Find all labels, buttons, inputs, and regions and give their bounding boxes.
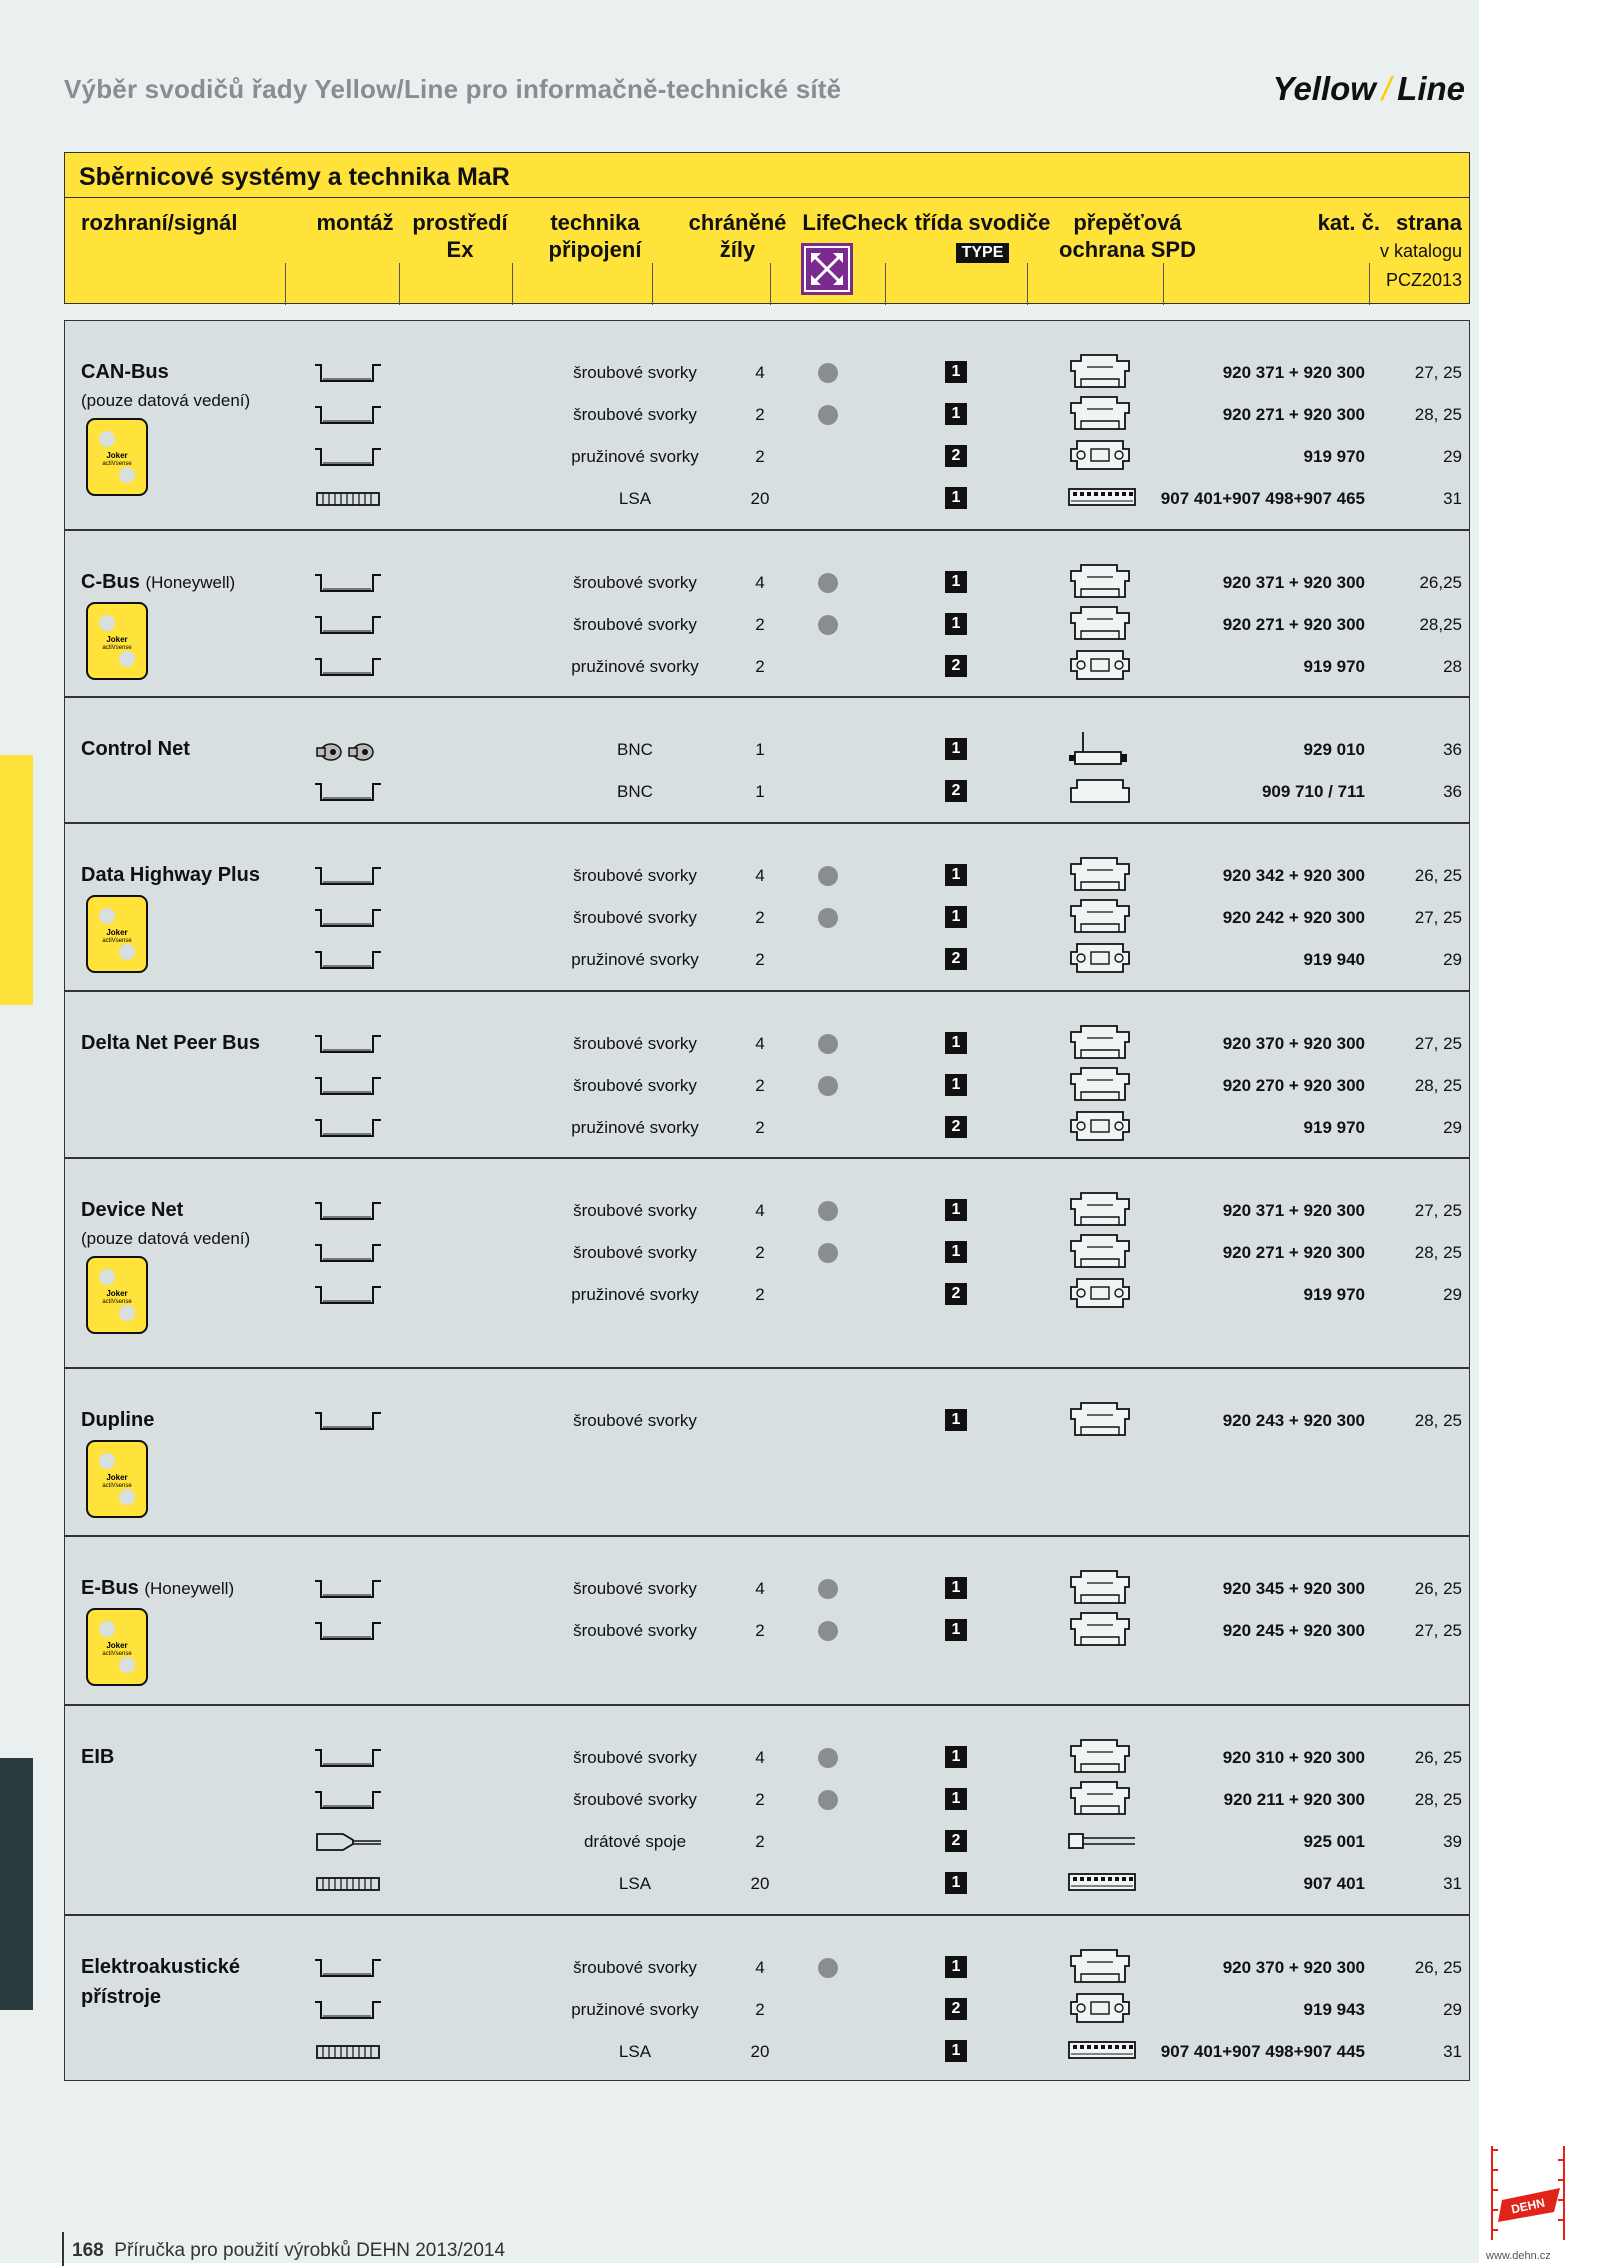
connection-type: šroubové svorky [573,1748,697,1767]
connection-type: šroubové svorky [573,908,697,927]
protected-wires: 2 [755,1076,765,1095]
catalog-number: 920 271 + 920 300 [1222,1243,1365,1262]
catalog-page: 31 [1443,2042,1462,2061]
joker-icon [85,1607,149,1687]
lifecheck-dot-icon [818,1748,838,1768]
catalog-page: 27, 25 [1414,1201,1462,1220]
connection-type: pružinové svorky [571,950,699,969]
group-subtitle: přístroje [81,1986,162,2008]
spd-class-badge: 1 [945,1788,967,1810]
lifecheck-dot-icon [818,1579,838,1599]
catalog-page: 28, 25 [1414,405,1462,424]
group-subtitle: (pouze datová vedení) [81,391,251,410]
svg-text:Joker: Joker [106,1641,128,1650]
catalog-number: 920 371 + 920 300 [1222,363,1365,382]
protected-wires: 4 [755,1579,765,1598]
right-margin [1479,0,1600,2263]
header-divider [65,197,1469,198]
mounting-rail-icon [313,361,383,385]
protected-wires: 2 [755,447,765,466]
connection-type: BNC [617,740,653,759]
spd-class-badge: 1 [945,1872,967,1894]
mounting-rail-icon [313,948,383,972]
catalog-page: 29 [1443,2000,1462,2019]
group-subtitle: (pouze datová vedení) [81,1229,251,1248]
protected-wires: 4 [755,363,765,382]
header-col-divider [285,263,286,305]
col-catalog-page: strana v katalogu PCZ2013 [1379,210,1462,290]
group-name: Elektroakustické [81,1956,240,1978]
catalog-number: 919 970 [1303,447,1365,466]
lifecheck-dot-icon [818,573,838,593]
catalog-number: 907 401+907 498+907 445 [1160,2042,1365,2061]
product-group [64,1158,1470,1368]
lifecheck-dot-icon [818,1621,838,1641]
connection-type: šroubové svorky [573,615,697,634]
svg-text:Joker: Joker [106,635,128,644]
protected-wires: 1 [755,740,765,759]
catalog-page: 28, 25 [1414,1076,1462,1095]
joker-icon [85,894,149,974]
connection-type: šroubové svorky [573,405,697,424]
lifecheck-dot-icon [818,615,838,635]
protected-wires: 2 [755,1621,765,1640]
footer-rule [62,2232,64,2266]
catalog-page: 29 [1443,1118,1462,1137]
spd-class-badge: 1 [945,1746,967,1768]
lifecheck-dot-icon [818,1201,838,1221]
catalog-number: 920 270 + 920 300 [1222,1076,1365,1095]
spd-class-badge: 1 [945,403,967,425]
svg-text:Joker: Joker [106,1289,128,1298]
catalog-number: 919 970 [1303,1118,1365,1137]
mounting-wire-icon [313,1830,383,1854]
catalog-number: 920 345 + 920 300 [1222,1579,1365,1598]
mounting-rail-icon [313,1116,383,1140]
group-name: Data Highway Plus [81,864,260,886]
catalog-page: 29 [1443,950,1462,969]
spd-class-badge: 1 [945,738,967,760]
connection-type: šroubové svorky [573,866,697,885]
catalog-number: 907 401 [1303,1874,1365,1893]
catalog-page: 28, 25 [1414,1243,1462,1262]
spd-class-badge: 1 [945,1032,967,1054]
connection-type: šroubové svorky [573,573,697,592]
connection-type: šroubové svorky [573,1034,697,1053]
protected-wires: 4 [755,1034,765,1053]
product-group [64,1915,1470,2081]
spd-class-badge: 2 [945,948,967,970]
connection-type: drátové spoje [583,1832,687,1851]
connection-type: LSA [618,1874,652,1893]
mounting-rail-icon [313,571,383,595]
brand-separator: / [1381,70,1392,107]
connection-type: pružinové svorky [571,2000,699,2019]
group-name: C-Bus (Honeywell) [81,571,236,593]
header-col-divider [1027,263,1028,305]
mounting-rail-icon [313,1199,383,1223]
mounting-rail-icon [313,403,383,427]
catalog-page: 27, 25 [1414,363,1462,382]
lifecheck-dot-icon [818,1958,838,1978]
connection-type: šroubové svorky [573,1790,697,1809]
joker-icon [85,1439,149,1519]
catalog-page: 29 [1443,447,1462,466]
catalog-number: 920 243 + 920 300 [1222,1411,1365,1430]
catalog-page: 28,25 [1419,615,1462,634]
side-tab-dark [0,1758,33,2010]
col-mount: montáž [316,210,394,235]
connection-type: šroubové svorky [573,363,697,382]
spd-class-badge: 1 [945,1199,967,1221]
spd-class-badge: 1 [945,571,967,593]
catalog-number: 919 970 [1303,657,1365,676]
side-tab-yellow [0,755,33,1005]
mounting-rail-icon [313,613,383,637]
product-group [64,823,1470,991]
catalog-number: 920 371 + 920 300 [1222,1201,1365,1220]
spd-class-badge: 2 [945,1283,967,1305]
mounting-lsa-icon [313,2040,383,2064]
page-title: Výběr svodičů řady Yellow/Line pro informačně-technické sítě [64,74,842,104]
spd-class-badge: 1 [945,1074,967,1096]
mounting-rail-icon [313,780,383,804]
protected-wires: 2 [755,2000,765,2019]
protected-wires: 2 [755,1285,765,1304]
product-group [64,320,1470,530]
catalog-page: 27, 25 [1414,908,1462,927]
spd-class-badge: 2 [945,445,967,467]
connection-type: šroubové svorky [573,1201,697,1220]
protected-wires: 2 [755,1832,765,1851]
mounting-rail-icon [313,655,383,679]
protected-wires: 2 [755,1243,765,1262]
joker-icon [85,1255,149,1335]
dehn-logo [1488,2140,1568,2244]
mounting-lsa-icon [313,487,383,511]
mounting-rail-icon [313,445,383,469]
catalog-number: 920 371 + 920 300 [1222,573,1365,592]
lifecheck-dot-icon [818,1243,838,1263]
catalog-number: 907 401+907 498+907 465 [1160,489,1365,508]
mounting-rail-icon [313,1283,383,1307]
group-name: E-Bus (Honeywell) [81,1577,235,1599]
mounting-rail-icon [313,1409,383,1433]
catalog-number: 909 710 / 711 [1261,782,1365,801]
catalog-number: 920 242 + 920 300 [1222,908,1365,927]
connection-type: šroubové svorky [573,1076,697,1095]
protected-wires: 4 [755,1958,765,1977]
protected-wires: 2 [755,1118,765,1137]
col-lifecheck: LifeCheck [802,210,908,235]
catalog-page: 36 [1443,782,1462,801]
table-header [64,152,1470,304]
product-group [64,1536,1470,1705]
spd-class-badge: 1 [945,2040,967,2062]
connection-type: šroubové svorky [573,1243,697,1262]
protected-wires: 2 [755,908,765,927]
section-title: Sběrnicové systémy a technika MaR [79,163,510,191]
catalog-number: 920 211 + 920 300 [1223,1790,1365,1809]
protected-wires: 4 [755,573,765,592]
mounting-rail-icon [313,1074,383,1098]
header-col-divider [1163,263,1164,305]
mounting-rail-icon [313,1241,383,1265]
connection-type: šroubové svorky [573,1958,697,1977]
svg-text:Joker: Joker [106,451,128,460]
mounting-rail-icon [313,1956,383,1980]
spd-class-badge: 1 [945,864,967,886]
header-col-divider [399,263,400,305]
catalog-number: 929 010 [1303,740,1365,759]
lifecheck-dot-icon [818,866,838,886]
spd-class-badge: 1 [945,613,967,635]
connection-type: LSA [618,489,652,508]
catalog-page: 39 [1443,1832,1462,1851]
spd-class-badge: 2 [945,1116,967,1138]
header-col-divider [652,263,653,305]
catalog-page: 27, 25 [1414,1034,1462,1053]
connection-type: pružinové svorky [571,447,699,466]
spd-class-badge: 1 [945,1409,967,1431]
connection-type: šroubové svorky [573,1411,697,1430]
spd-class-badge: 1 [945,1956,967,1978]
protected-wires: 1 [755,782,765,801]
lifecheck-dot-icon [818,363,838,383]
svg-text:DEHN: DEHN [1509,2195,1547,2217]
catalog-page: 26, 25 [1414,1579,1462,1598]
product-group [64,1368,1470,1536]
header-col-divider [1369,263,1370,305]
product-group [64,697,1470,823]
lifecheck-icon [801,243,853,295]
svg-text:actiVsense: actiVsense [102,938,132,944]
mounting-rail-icon [313,1788,383,1812]
catalog-number: 920 342 + 920 300 [1222,866,1365,885]
header-col-divider [770,263,771,305]
brand-line: Line [1397,70,1465,107]
product-group [64,1705,1470,1915]
svg-text:Joker: Joker [106,928,128,937]
group-name: Dupline [81,1409,155,1431]
catalog-number: 920 271 + 920 300 [1222,405,1365,424]
catalog-number: 920 245 + 920 300 [1222,1621,1365,1640]
connection-type: šroubové svorky [573,1579,697,1598]
protected-wires: 20 [750,489,770,508]
protected-wires: 4 [755,866,765,885]
group-name: CAN-Bus [81,361,169,383]
connection-type: LSA [618,2042,652,2061]
spd-class-badge: 1 [945,361,967,383]
spd-class-badge: 1 [945,487,967,509]
protected-wires: 2 [755,657,765,676]
catalog-page: 29 [1443,1285,1462,1304]
catalog-page: 36 [1443,740,1462,759]
col-connection: technika připojení [548,210,642,262]
protected-wires: 20 [750,2042,770,2061]
protected-wires: 2 [755,615,765,634]
brand-yellow: Yellow [1272,70,1376,107]
spd-class-badge: 2 [945,655,967,677]
connection-type: pružinové svorky [571,1285,699,1304]
col-spd: přepěťová ochrana SPD [1059,210,1196,262]
catalog-page: 28 [1443,657,1462,676]
mounting-rail-icon [313,906,383,930]
catalog-page: 26, 25 [1414,1748,1462,1767]
spd-class-badge: 2 [945,1998,967,2020]
type-badge: TYPE [956,243,1010,263]
protected-wires: 20 [750,1874,770,1893]
joker-icon [85,417,149,497]
catalog-page: 28, 25 [1414,1411,1462,1430]
mounting-rail-icon [313,1032,383,1056]
lifecheck-dot-icon [818,908,838,928]
spd-class-badge: 1 [945,906,967,928]
joker-icon [85,601,149,681]
catalog-number: 919 970 [1303,1285,1365,1304]
catalog-page: 26, 25 [1414,866,1462,885]
mounting-rail-icon [313,1577,383,1601]
protected-wires: 2 [755,950,765,969]
connection-type: šroubové svorky [573,1621,697,1640]
connection-type: pružinové svorky [571,1118,699,1137]
col-interface: rozhraní/signál [81,210,238,235]
lifecheck-dot-icon [818,405,838,425]
group-name: Control Net [81,738,190,760]
group-name: EIB [81,1746,115,1768]
svg-text:actiVsense: actiVsense [102,1651,132,1657]
spd-class-badge: 2 [945,780,967,802]
mounting-rail-icon [313,1619,383,1643]
svg-text:actiVsense: actiVsense [102,1299,132,1305]
lifecheck-dot-icon [818,1034,838,1054]
spd-class-badge: 1 [945,1241,967,1263]
catalog-page: 31 [1443,489,1462,508]
connection-type: pružinové svorky [571,657,699,676]
mounting-rail-icon [313,864,383,888]
catalog-page: 26, 25 [1414,1958,1462,1977]
mounting-rail-icon [313,1998,383,2022]
protected-wires: 2 [755,405,765,424]
col-wires: chráněné žíly [688,210,787,262]
mounting-rail-icon [313,1746,383,1770]
col-catalog-number: kat. č. [1317,210,1380,235]
mounting-lsa-icon [313,1872,383,1896]
catalog-number: 919 943 [1303,2000,1365,2019]
brand-yellow-line [1200,70,1465,108]
catalog-page: 26,25 [1419,573,1462,592]
protected-wires: 4 [755,1748,765,1767]
group-name: Device Net [81,1199,184,1221]
svg-text:Joker: Joker [106,1473,128,1482]
product-group [64,991,1470,1158]
protected-wires: 4 [755,1201,765,1220]
svg-text:actiVsense: actiVsense [102,1483,132,1489]
svg-text:actiVsense: actiVsense [102,461,132,467]
lifecheck-dot-icon [818,1076,838,1096]
spd-class-badge: 1 [945,1619,967,1641]
catalog-number: 920 310 + 920 300 [1222,1748,1365,1767]
catalog-number: 920 370 + 920 300 [1222,1958,1365,1977]
protected-wires: 2 [755,1790,765,1809]
group-name: Delta Net Peer Bus [81,1032,260,1054]
catalog-page: 31 [1443,1874,1462,1893]
col-class: třída svodiče TYPE [914,210,1051,261]
catalog-page: 28, 25 [1414,1790,1462,1809]
product-group [64,530,1470,697]
website: www.dehn.cz [1486,2250,1551,2262]
catalog-number: 919 940 [1303,950,1365,969]
mounting-bnc-icon [313,738,383,762]
spd-class-badge: 1 [945,1577,967,1599]
spd-class-badge: 2 [945,1830,967,1852]
catalog-number: 920 271 + 920 300 [1222,615,1365,634]
footer: 168 Příručka pro použití výrobků DEHN 2013/2014 [72,2240,506,2261]
svg-text:actiVsense: actiVsense [102,645,132,651]
catalog-number: 920 370 + 920 300 [1222,1034,1365,1053]
header-col-divider [512,263,513,305]
col-environment: prostředí Ex [412,210,508,262]
catalog-number: 925 001 [1303,1832,1365,1851]
header-col-divider [885,263,886,305]
catalog-page: 27, 25 [1414,1621,1462,1640]
lifecheck-dot-icon [818,1790,838,1810]
connection-type: BNC [617,782,653,801]
